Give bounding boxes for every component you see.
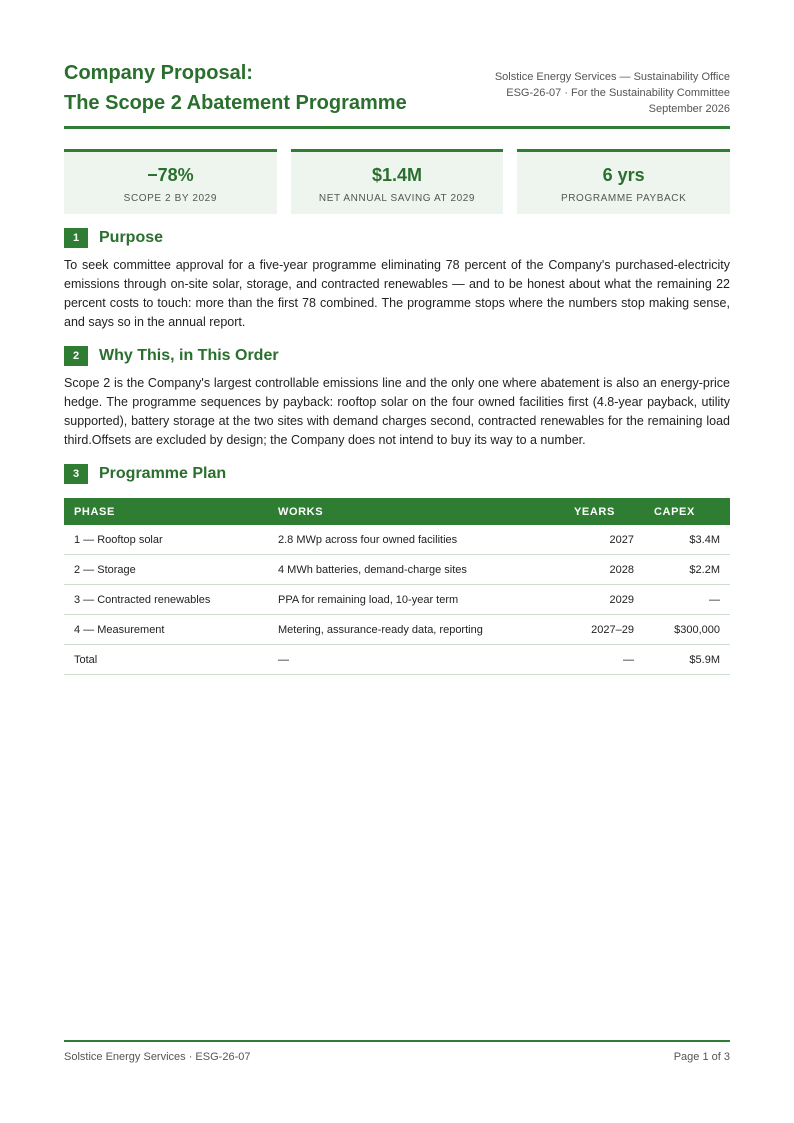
page-number: Page 1 of 3 [673,1051,730,1063]
cell-years: 2028 [564,555,644,585]
cell-works: 4 MWh batteries, demand-charge sites [268,555,564,585]
section-heading-rationale [64,346,730,366]
column-header-years: YEARS [564,498,644,525]
column-header-works: WORKS [268,498,564,525]
title-block [64,58,407,118]
table-row [64,585,730,615]
cell-works: — [268,645,564,675]
meta-organisation: Solstice Energy Services — Sustainability Office [494,71,730,83]
table-total-row [64,645,730,675]
kpi-value: $1.4M [371,165,423,185]
cell-works: 2.8 MWp across four owned facilities [268,525,564,555]
section-number-badge: 2 [64,346,88,366]
cell-years: 2029 [564,585,644,615]
cell-phase: 2 — Storage [64,555,268,585]
kpi-card-saving [291,149,504,214]
kpi-card-scope2 [64,149,277,214]
column-header-phase: PHASE [64,498,268,525]
footer-divider [64,1040,730,1042]
document-header [64,58,730,118]
column-header-capex: CAPEX [644,498,730,525]
footer-row [64,1051,730,1063]
footer-document-id: Solstice Energy Services · ESG-26-07 [64,1051,251,1063]
page-title-line1: Company Proposal: [64,62,253,84]
kpi-value: 6 yrs [602,165,645,185]
section-number-badge: 1 [64,228,88,248]
meta-reference: ESG-26-07 · For the Sustainability Committee [506,87,730,99]
programme-plan-table [64,498,730,675]
document-page [64,58,730,675]
kpi-card-payback [517,149,730,214]
cell-works: Metering, assurance-ready data, reporting [268,615,564,645]
table-row [64,615,730,645]
section-title: Purpose [99,229,164,246]
kpi-label: PROGRAMME PAYBACK [560,193,687,204]
page-title-line2: The Scope 2 Abatement Programme [64,92,407,114]
cell-capex: $2.2M [644,555,730,585]
meta-date: September 2026 [648,103,730,115]
cell-years: — [564,645,644,675]
table-row [64,555,730,585]
cell-phase: Total [64,645,268,675]
section-title: Why This, in This Order [99,347,279,364]
cell-phase: 1 — Rooftop solar [64,525,268,555]
cell-phase: 3 — Contracted renewables [64,585,268,615]
kpi-label: SCOPE 2 BY 2029 [123,193,217,204]
cell-years: 2027–29 [564,615,644,645]
document-meta [495,58,730,117]
section-heading-purpose [64,228,730,248]
table-header-row [64,498,730,525]
header-divider [64,126,730,129]
section-body-rationale: Scope 2 is the Company's largest controllable emissions line and the only one where abatement is also an energy-price hedge. The programme sequences by payback: rooftop solar on the four owned facilities first (4.8-year payback, utility supported), battery storage at the two sites with demand charges second, contracted renewables for the remaining load third.Offsets are excluded by design; the Company does not intend to buy its way to a number. [64,376,730,447]
cell-years: 2027 [564,525,644,555]
section-title: Programme Plan [99,465,227,482]
kpi-label: NET ANNUAL SAVING AT 2029 [318,193,476,204]
table-row [64,525,730,555]
section-heading-plan [64,464,730,484]
cell-phase: 4 — Measurement [64,615,268,645]
section-body-purpose: To seek committee approval for a five-year programme eliminating 78 percent of the Company's purchased-electricity emissions through on-site solar, storage, and contracted renewables — and to be honest about what the remaining 22 percent costs to touch: more than the first 78 combined. The programme stops where the numbers stop making sense, and says so in the annual report. [64,258,730,329]
kpi-row [64,149,730,214]
cell-capex: $300,000 [644,615,730,645]
section-number-badge: 3 [64,464,88,484]
kpi-value: −78% [147,165,194,185]
cell-capex: $5.9M [644,645,730,675]
cell-capex: — [644,585,730,615]
page-footer [64,1040,730,1063]
cell-capex: $3.4M [644,525,730,555]
cell-works: PPA for remaining load, 10-year term [268,585,564,615]
